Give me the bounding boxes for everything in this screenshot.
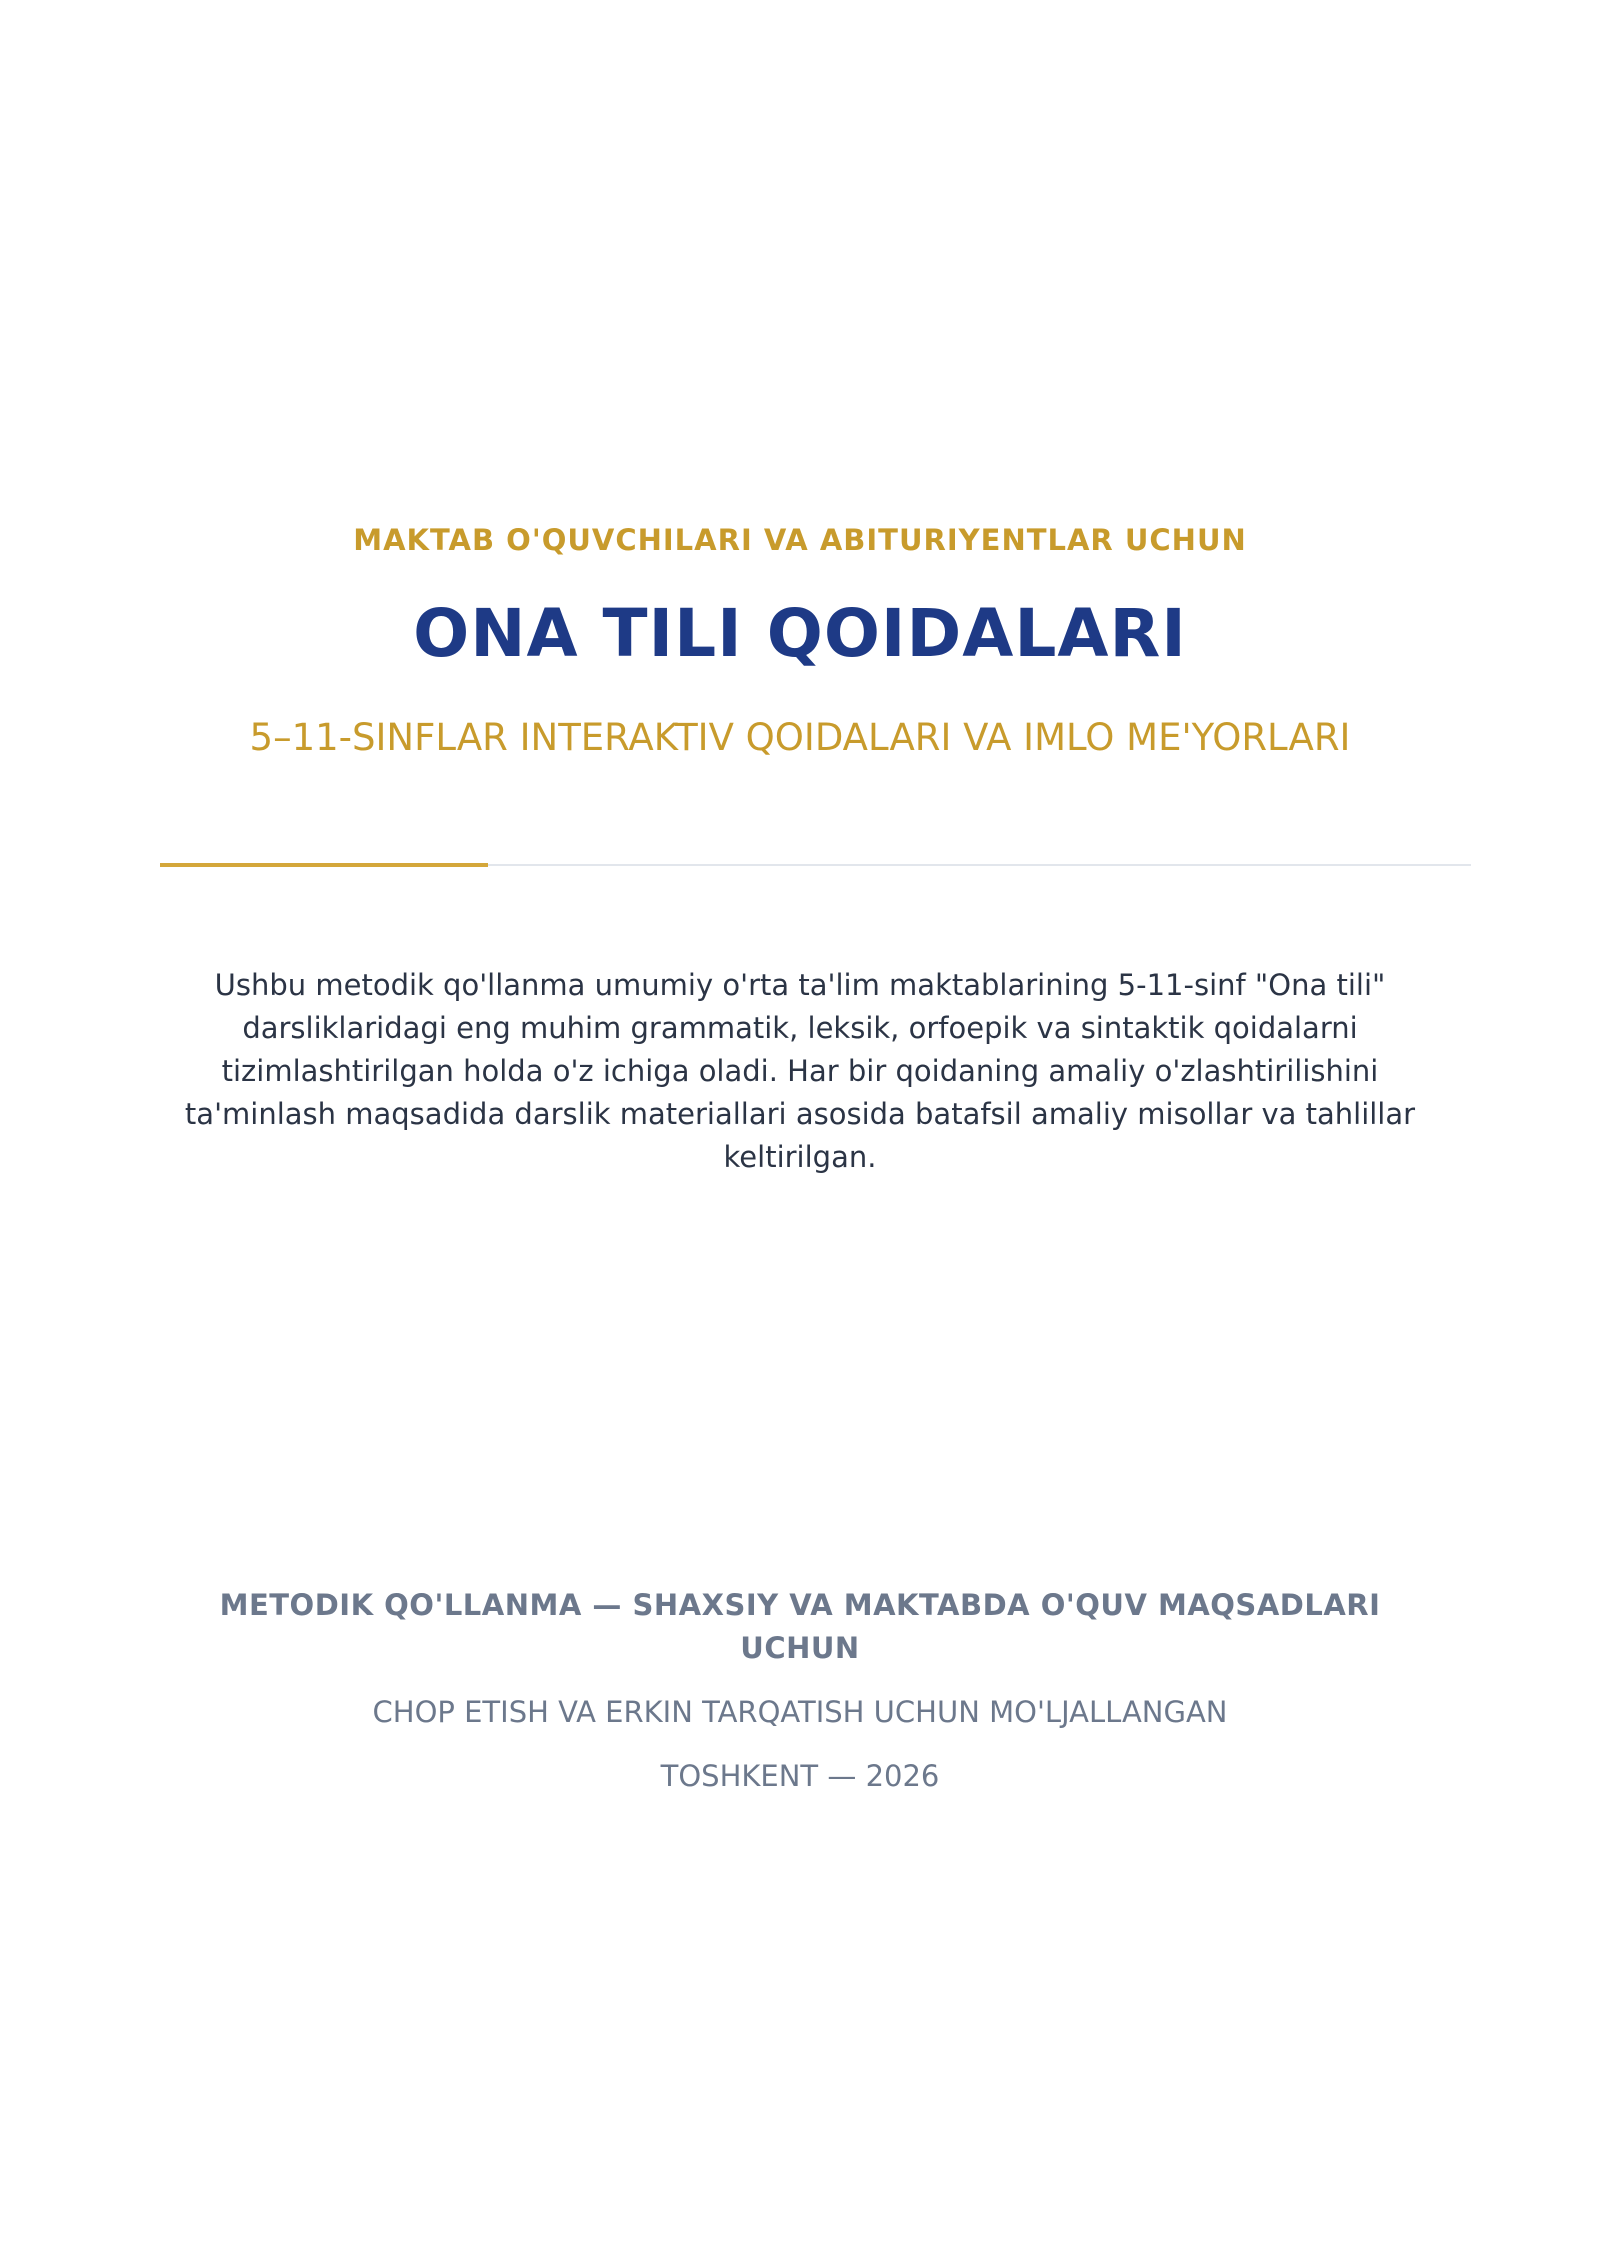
cover-subtitle: 5–11-SINFLAR INTERAKTIV QOIDALARI VA IMLO ME'YORLARI	[249, 716, 1351, 759]
divider-accent	[160, 863, 488, 867]
footer-city-year: TOSHKENT — 2026	[660, 1759, 940, 1793]
footer-distribution-note: CHOP ETISH VA ERKIN TARQATISH UCHUN MO'LJALLANGAN	[372, 1695, 1228, 1729]
intro-paragraph: Ushbu metodik qo'llanma umumiy o'rta ta'lim maktablarining 5-11-sinf "Ona tili" darsliklaridagi eng muhim grammatik, leksik, orfoepik va sintaktik qoidalarni tizimlashtirilgan holda o'z ichiga oladi. Har bir qoidaning amaliy o'zlashtirilishini ta'minlash maqsadida darslik materiallari asosida batafsil amaliy misollar va tahlillar keltirilgan.	[184, 968, 1416, 1174]
footer-publication-note: METODIK QO'LLANMA — SHAXSIY VA MAKTABDA O'QUV MAQSADLARI UCHUN	[219, 1588, 1381, 1665]
cover-kicker: MAKTAB O'QUVCHILARI VA ABITURIYENTLAR UCHUN	[353, 523, 1247, 557]
cover-title: ONA TILI QOIDALARI	[413, 595, 1187, 672]
